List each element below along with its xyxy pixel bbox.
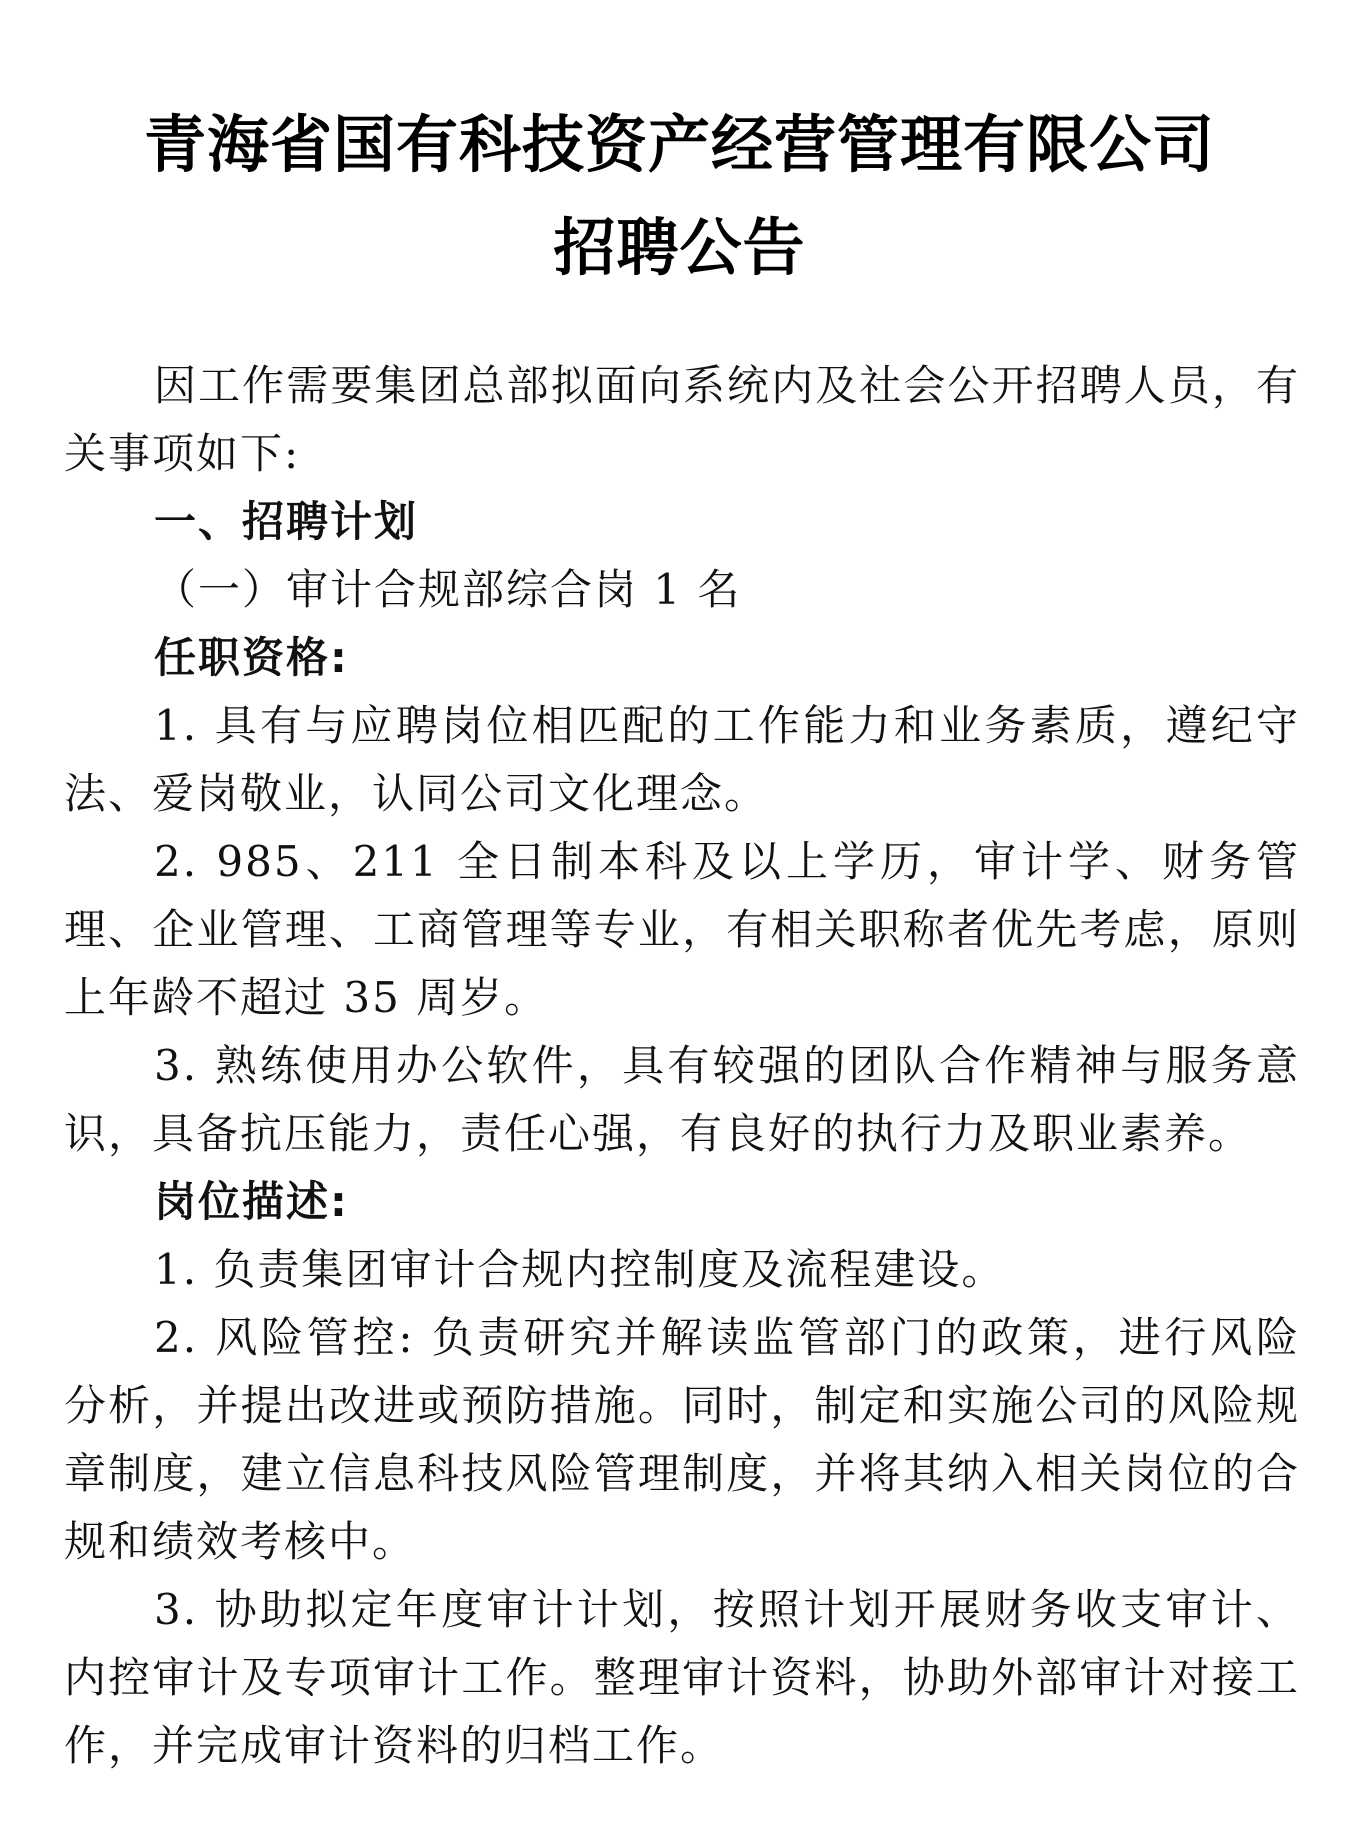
document-title: 青海省国有科技资产经营管理有限公司 bbox=[143, 108, 1215, 181]
intro-paragraph: 因工作需要集团总部拟面向系统内及社会公开招聘人员，有关事项如下: bbox=[64, 361, 1300, 478]
qualification-item: 1. 具有与应聘岗位相匹配的工作能力和业务素质，遵纪守法、爱岗敬业，认同公司文化理念。 bbox=[64, 701, 1300, 818]
position-title: （一）审计合规部综合岗 1 名 bbox=[154, 565, 742, 614]
document-body bbox=[64, 352, 1300, 1780]
description-item: 3. 协助拟定年度审计计划，按照计划开展财务收支审计、内控审计及专项审计工作。整理审计资料，协助外部审计对接工作，并完成审计资料的归档工作。 bbox=[64, 1585, 1300, 1770]
description-item: 2. 风险管控: 负责研究并解读监管部门的政策，进行风险分析，并提出改进或预防措施。同时，制定和实施公司的风险规章制度，建立信息科技风险管理制度，并将其纳入相关岗位的合规和绩效考核中。 bbox=[64, 1313, 1300, 1566]
qualification-item: 3. 熟练使用办公软件，具有较强的团队合作精神与服务意识，具备抗压能力，责任心强，有良好的执行力及职业素养。 bbox=[64, 1041, 1300, 1158]
document-subtitle: 招聘公告 bbox=[553, 211, 806, 284]
qualification-item: 2. 985、211 全日制本科及以上学历，审计学、财务管理、企业管理、工商管理等专业，有相关职称者优先考虑，原则上年龄不超过 35 周岁。 bbox=[64, 837, 1300, 1022]
description-heading: 岗位描述: bbox=[154, 1177, 349, 1226]
section-heading-recruitment-plan: 一、招聘计划 bbox=[154, 497, 419, 546]
qualifications-heading: 任职资格: bbox=[154, 633, 349, 682]
description-item: 1. 负责集团审计合规内控制度及流程建设。 bbox=[154, 1245, 1006, 1294]
